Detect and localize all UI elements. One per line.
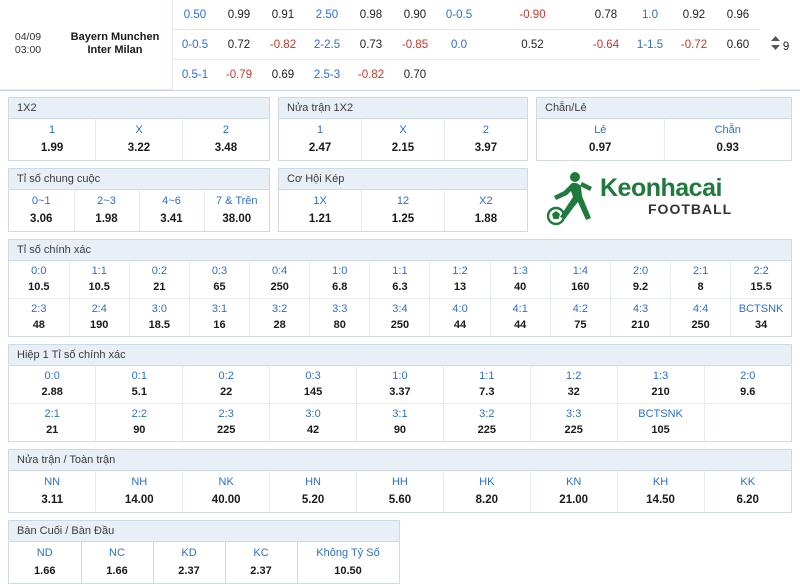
- odds-cell[interactable]: 0.5-1: [181, 68, 209, 81]
- home-team: Bayern Munchen: [70, 31, 160, 44]
- odds-cell[interactable]: 2.5-3: [313, 68, 341, 81]
- market-odd[interactable]: 2.37: [153, 562, 225, 583]
- panel-final-first-goal: [8, 520, 400, 584]
- market-odd[interactable]: 15.5: [750, 280, 772, 293]
- market-odd[interactable]: 2.15: [362, 139, 445, 160]
- market-odd[interactable]: 5.1: [96, 384, 183, 404]
- market-values: [9, 279, 791, 299]
- market-odd[interactable]: 44: [430, 317, 490, 336]
- market-odd[interactable]: 48: [9, 317, 69, 336]
- market-odd[interactable]: 3.97: [474, 141, 498, 154]
- market-odd[interactable]: 9.2: [610, 279, 670, 299]
- market-odd[interactable]: 105: [617, 422, 704, 441]
- market-label[interactable]: 1:2: [530, 366, 617, 384]
- market-odd[interactable]: 210: [617, 384, 704, 404]
- market-labels: [537, 119, 791, 139]
- market-label[interactable]: 2:0: [610, 261, 670, 279]
- market-label[interactable]: 1:1: [443, 366, 530, 384]
- market-odd[interactable]: 250: [370, 317, 430, 336]
- football-player-icon: [542, 170, 600, 228]
- market-odd[interactable]: 1.66: [81, 562, 153, 583]
- market-odd[interactable]: 28: [250, 317, 310, 336]
- market-label[interactable]: KH: [617, 471, 704, 491]
- market-label[interactable]: NN: [9, 471, 96, 491]
- market-odd[interactable]: 65: [189, 279, 249, 299]
- panel-title-correct-score: Tỉ số chính xác: [9, 240, 791, 261]
- market-odd-empty: [704, 422, 791, 441]
- market-odd[interactable]: 5.60: [357, 491, 444, 512]
- market-odd[interactable]: 40: [490, 279, 550, 299]
- up-down-arrow-icon: [771, 36, 780, 50]
- market-label[interactable]: 0:1: [96, 366, 183, 384]
- market-label[interactable]: NH: [96, 471, 183, 491]
- odds-cell[interactable]: 1.0: [628, 0, 672, 30]
- market-odd[interactable]: 3.41: [139, 210, 204, 231]
- market-odd[interactable]: 10.50: [297, 562, 399, 583]
- market-odd[interactable]: 13: [430, 279, 490, 299]
- logo-subtitle: FOOTBALL: [648, 200, 733, 217]
- market-odd[interactable]: 16: [189, 317, 249, 336]
- market-label[interactable]: 4:4: [671, 298, 731, 317]
- market-label[interactable]: 0:3: [270, 366, 357, 384]
- market-odd[interactable]: 225: [530, 422, 617, 441]
- market-label[interactable]: 3:1: [189, 298, 249, 317]
- panel-title-halftime-1x2: Nửa trận 1X2: [279, 98, 527, 119]
- market-odd[interactable]: 5.20: [270, 491, 357, 512]
- market-label[interactable]: 2:2: [753, 264, 769, 277]
- market-label[interactable]: 3:3: [530, 403, 617, 422]
- market-labels: [9, 190, 269, 210]
- market-odd[interactable]: 42: [270, 422, 357, 441]
- odds-cell[interactable]: 0-0.5: [173, 30, 218, 60]
- market-label[interactable]: 0:4: [250, 261, 310, 279]
- market-label[interactable]: 0~1: [9, 190, 74, 210]
- market-values: [9, 491, 791, 512]
- odds-cell[interactable]: 0-0.5: [437, 0, 481, 30]
- panel-title-1x2: 1X2: [9, 98, 269, 119]
- market-label[interactable]: 2:3: [9, 298, 69, 317]
- market-labels: [9, 542, 399, 562]
- market-labels: [279, 119, 527, 139]
- market-label[interactable]: 2~3: [74, 190, 139, 210]
- market-label[interactable]: NK: [183, 471, 270, 491]
- market-label[interactable]: KC: [225, 542, 297, 562]
- market-label[interactable]: 2: [222, 123, 229, 136]
- market-label[interactable]: 1: [279, 119, 362, 139]
- market-label[interactable]: 3:0: [129, 298, 189, 317]
- odds-cell[interactable]: 0.73: [349, 30, 393, 60]
- panel-title-half-full: Nửa trận / Toàn trận: [9, 450, 791, 471]
- market-odd[interactable]: 10.5: [69, 279, 129, 299]
- panel-halftime-correct-score: [8, 344, 792, 442]
- market-label[interactable]: BCTSNK: [731, 298, 791, 317]
- odds-cell[interactable]: 0.99: [217, 0, 261, 30]
- market-values: [9, 210, 269, 231]
- market-labels: [9, 366, 791, 384]
- market-label[interactable]: 1:0: [310, 261, 370, 279]
- market-label[interactable]: 12: [362, 190, 445, 210]
- market-label[interactable]: ND: [9, 542, 81, 562]
- logo-brand: Keonhacai: [600, 173, 722, 202]
- market-label[interactable]: Chẵn: [714, 123, 741, 136]
- market-label[interactable]: HH: [357, 471, 444, 491]
- odds-cell[interactable]: 0.0: [437, 30, 481, 60]
- market-odd[interactable]: 3.11: [9, 491, 96, 512]
- market-odd[interactable]: 6.8: [310, 279, 370, 299]
- market-odd[interactable]: 10.5: [9, 279, 69, 299]
- odds-cell[interactable]: 0.72: [217, 30, 261, 60]
- odds-cell-empty: [716, 60, 760, 90]
- market-label[interactable]: 2:0: [740, 369, 756, 382]
- market-odd[interactable]: 225: [443, 422, 530, 441]
- market-odd[interactable]: 3.37: [357, 384, 444, 404]
- market-odd[interactable]: 2.37: [225, 562, 297, 583]
- market-label[interactable]: 4:3: [610, 298, 670, 317]
- odds-cell[interactable]: 1-1.5: [628, 30, 672, 60]
- panel-title-total-score: Tỉ số chung cuộc: [9, 169, 269, 190]
- odds-cell-empty: [628, 60, 672, 90]
- panel-total-score: [8, 168, 270, 232]
- market-odd[interactable]: 145: [270, 384, 357, 404]
- odds-cell-empty: [584, 60, 628, 90]
- market-label[interactable]: 1:0: [357, 366, 444, 384]
- markets-row-1: [8, 97, 792, 161]
- match-odds-table: [0, 0, 800, 91]
- market-odd[interactable]: 0.93: [716, 141, 739, 154]
- market-labels: [279, 190, 527, 210]
- panel-odd-even: [536, 97, 792, 161]
- market-label[interactable]: 7 & Trên: [215, 194, 258, 207]
- market-label[interactable]: HK: [443, 471, 530, 491]
- market-label[interactable]: 1:1: [69, 261, 129, 279]
- market-odd[interactable]: 250: [250, 279, 310, 299]
- market-odd[interactable]: 225: [183, 422, 270, 441]
- market-odd[interactable]: 190: [69, 317, 129, 336]
- market-odd[interactable]: 9.6: [740, 385, 756, 398]
- market-label[interactable]: 1:4: [550, 261, 610, 279]
- odds-cell[interactable]: -0.90: [481, 0, 584, 30]
- odds-cell-empty: [672, 60, 716, 90]
- market-odd[interactable]: 40.00: [183, 491, 270, 512]
- market-label[interactable]: X: [96, 119, 183, 139]
- market-label[interactable]: X2: [479, 194, 493, 207]
- market-odd[interactable]: 1.25: [362, 210, 445, 231]
- market-odd[interactable]: 1.21: [279, 210, 362, 231]
- odds-cell[interactable]: -0.64: [584, 30, 628, 60]
- market-label[interactable]: 1: [9, 119, 96, 139]
- market-odd[interactable]: 22: [183, 384, 270, 404]
- odds-cell[interactable]: -0.85: [393, 30, 437, 60]
- market-labels: [9, 471, 791, 491]
- market-labels: [9, 298, 791, 317]
- market-odd[interactable]: 3.48: [214, 141, 238, 154]
- market-odd[interactable]: 2.47: [279, 139, 362, 160]
- market-values: [279, 139, 527, 160]
- market-values: [9, 384, 791, 404]
- panel-title-odd-even: Chẵn/Lẻ: [537, 98, 791, 119]
- market-odd[interactable]: 38.00: [222, 212, 252, 225]
- market-odd[interactable]: 3.22: [96, 139, 183, 160]
- market-odd[interactable]: 32: [530, 384, 617, 404]
- market-values: [9, 317, 791, 336]
- market-odd[interactable]: 8: [671, 279, 731, 299]
- market-label[interactable]: 3:0: [270, 403, 357, 422]
- up-down-arrow-icon: [771, 36, 780, 53]
- market-label[interactable]: 2:4: [69, 298, 129, 317]
- market-odd[interactable]: 14.50: [617, 491, 704, 512]
- odds-cell[interactable]: 0.78: [584, 0, 628, 30]
- odds-cell[interactable]: -0.82: [357, 68, 385, 81]
- panel-halftime-1x2: [278, 97, 528, 161]
- odds-cell[interactable]: 0.98: [349, 0, 393, 30]
- odds-cell[interactable]: -0.82: [261, 30, 305, 60]
- market-odd[interactable]: 3.06: [9, 210, 74, 231]
- market-odd[interactable]: 8.20: [443, 491, 530, 512]
- market-label[interactable]: 1X: [279, 190, 362, 210]
- market-values: [537, 139, 791, 160]
- market-odd[interactable]: 6.3: [370, 279, 430, 299]
- panel-half-full: [8, 449, 792, 513]
- odds-count: 9: [782, 40, 790, 53]
- market-label[interactable]: 0:3: [189, 261, 249, 279]
- market-label[interactable]: X: [362, 119, 445, 139]
- odds-cell[interactable]: 0.92: [672, 0, 716, 30]
- odds-cell[interactable]: 0.90: [393, 0, 437, 30]
- market-label[interactable]: 2:1: [671, 261, 731, 279]
- market-label[interactable]: 0:2: [183, 366, 270, 384]
- market-label[interactable]: 4:0: [430, 298, 490, 317]
- away-team: Inter Milan: [87, 44, 143, 57]
- market-label[interactable]: KN: [530, 471, 617, 491]
- market-label[interactable]: 3:4: [370, 298, 430, 317]
- odds-cell[interactable]: -0.79: [225, 68, 253, 81]
- panel-title-double-chance: Cơ Hội Kép: [279, 169, 527, 190]
- match-info-cell[interactable]: [0, 0, 173, 89]
- market-values: [279, 210, 527, 231]
- market-odd[interactable]: 34: [754, 318, 768, 331]
- market-odd[interactable]: 1.99: [9, 139, 96, 160]
- odds-cell[interactable]: 0.69: [271, 68, 295, 81]
- market-label[interactable]: 3:2: [250, 298, 310, 317]
- market-odd[interactable]: 80: [310, 317, 370, 336]
- market-odd[interactable]: 90: [96, 422, 183, 441]
- odds-cell[interactable]: 2.50: [305, 0, 349, 30]
- market-odd[interactable]: 18.5: [129, 317, 189, 336]
- market-odd[interactable]: 44: [490, 317, 550, 336]
- match-time: 03:00: [14, 44, 42, 57]
- odds-cell[interactable]: -0.72: [672, 30, 716, 60]
- market-label-empty: [704, 403, 791, 422]
- panel-1x2: [8, 97, 270, 161]
- match-date: 04/09: [14, 31, 42, 44]
- market-odd[interactable]: 250: [671, 317, 731, 336]
- market-odd[interactable]: 21.00: [530, 491, 617, 512]
- market-odd[interactable]: 7.3: [443, 384, 530, 404]
- market-label[interactable]: BCTSNK: [617, 403, 704, 422]
- market-label[interactable]: 3:3: [310, 298, 370, 317]
- market-odd[interactable]: 160: [550, 279, 610, 299]
- market-label[interactable]: 2:2: [96, 403, 183, 422]
- odds-cell[interactable]: 0.91: [261, 0, 305, 30]
- market-values: [9, 562, 399, 583]
- market-odd[interactable]: 1.66: [9, 562, 81, 583]
- panel-title-final-first-goal: Bàn Cuối / Bàn Đầu: [9, 521, 399, 542]
- market-odd[interactable]: 2.88: [9, 384, 96, 404]
- market-odd[interactable]: 21: [9, 422, 96, 441]
- market-label[interactable]: 1:3: [490, 261, 550, 279]
- market-odd[interactable]: 21: [129, 279, 189, 299]
- market-odd[interactable]: 0.97: [537, 139, 664, 160]
- odds-cell-empty: [481, 60, 584, 90]
- market-labels: [9, 119, 269, 139]
- market-label[interactable]: 4:2: [550, 298, 610, 317]
- odds-cell[interactable]: 0.50: [173, 0, 218, 30]
- market-odd[interactable]: 210: [610, 317, 670, 336]
- market-label[interactable]: 3:2: [443, 403, 530, 422]
- market-values: [9, 139, 269, 160]
- market-labels: [9, 261, 791, 279]
- site-logo: [536, 168, 792, 232]
- odds-cell[interactable]: 0.96: [716, 0, 760, 30]
- market-label[interactable]: 2:3: [183, 403, 270, 422]
- market-label[interactable]: 3:1: [357, 403, 444, 422]
- market-label[interactable]: 0:0: [9, 261, 69, 279]
- odds-count-cell[interactable]: [760, 0, 800, 89]
- market-label[interactable]: Lẻ: [537, 119, 664, 139]
- match-datetime: [0, 31, 56, 57]
- market-labels: [9, 403, 791, 422]
- market-label[interactable]: 1:2: [430, 261, 490, 279]
- market-label[interactable]: 2: [482, 123, 489, 136]
- panel-title-halftime-correct-score: Hiệp 1 Tỉ số chính xác: [9, 345, 791, 366]
- market-label[interactable]: 1:1: [370, 261, 430, 279]
- odds-cell[interactable]: 0.52: [481, 30, 584, 60]
- markets-row-2: [8, 168, 792, 232]
- panel-double-chance: [278, 168, 528, 232]
- market-odd[interactable]: 90: [357, 422, 444, 441]
- market-odd[interactable]: 1.88: [474, 212, 498, 225]
- market-label[interactable]: 4:1: [490, 298, 550, 317]
- market-odd[interactable]: 6.20: [736, 493, 759, 506]
- odds-cell[interactable]: 0.70: [403, 68, 427, 81]
- market-label[interactable]: KD: [153, 542, 225, 562]
- markets-area: [0, 91, 800, 584]
- market-label[interactable]: KK: [740, 475, 756, 488]
- panel-correct-score: [8, 239, 792, 337]
- odds-cell-empty: [437, 60, 481, 90]
- market-values: [9, 422, 791, 441]
- market-label[interactable]: 4~6: [139, 190, 204, 210]
- market-label[interactable]: 0:2: [129, 261, 189, 279]
- market-label[interactable]: HN: [270, 471, 357, 491]
- odds-cell[interactable]: 0.60: [716, 30, 760, 60]
- match-teams: [58, 31, 172, 57]
- odds-cell[interactable]: 2-2.5: [305, 30, 349, 60]
- market-label[interactable]: 2:1: [9, 403, 96, 422]
- market-odd[interactable]: 1.98: [74, 210, 139, 231]
- market-label[interactable]: Không Tỷ Số: [297, 542, 399, 562]
- market-odd[interactable]: 75: [550, 317, 610, 336]
- market-label[interactable]: 1:3: [617, 366, 704, 384]
- market-odd[interactable]: 14.00: [96, 491, 183, 512]
- market-label[interactable]: NC: [81, 542, 153, 562]
- market-label[interactable]: 0:0: [9, 366, 96, 384]
- odds-row: [0, 0, 800, 30]
